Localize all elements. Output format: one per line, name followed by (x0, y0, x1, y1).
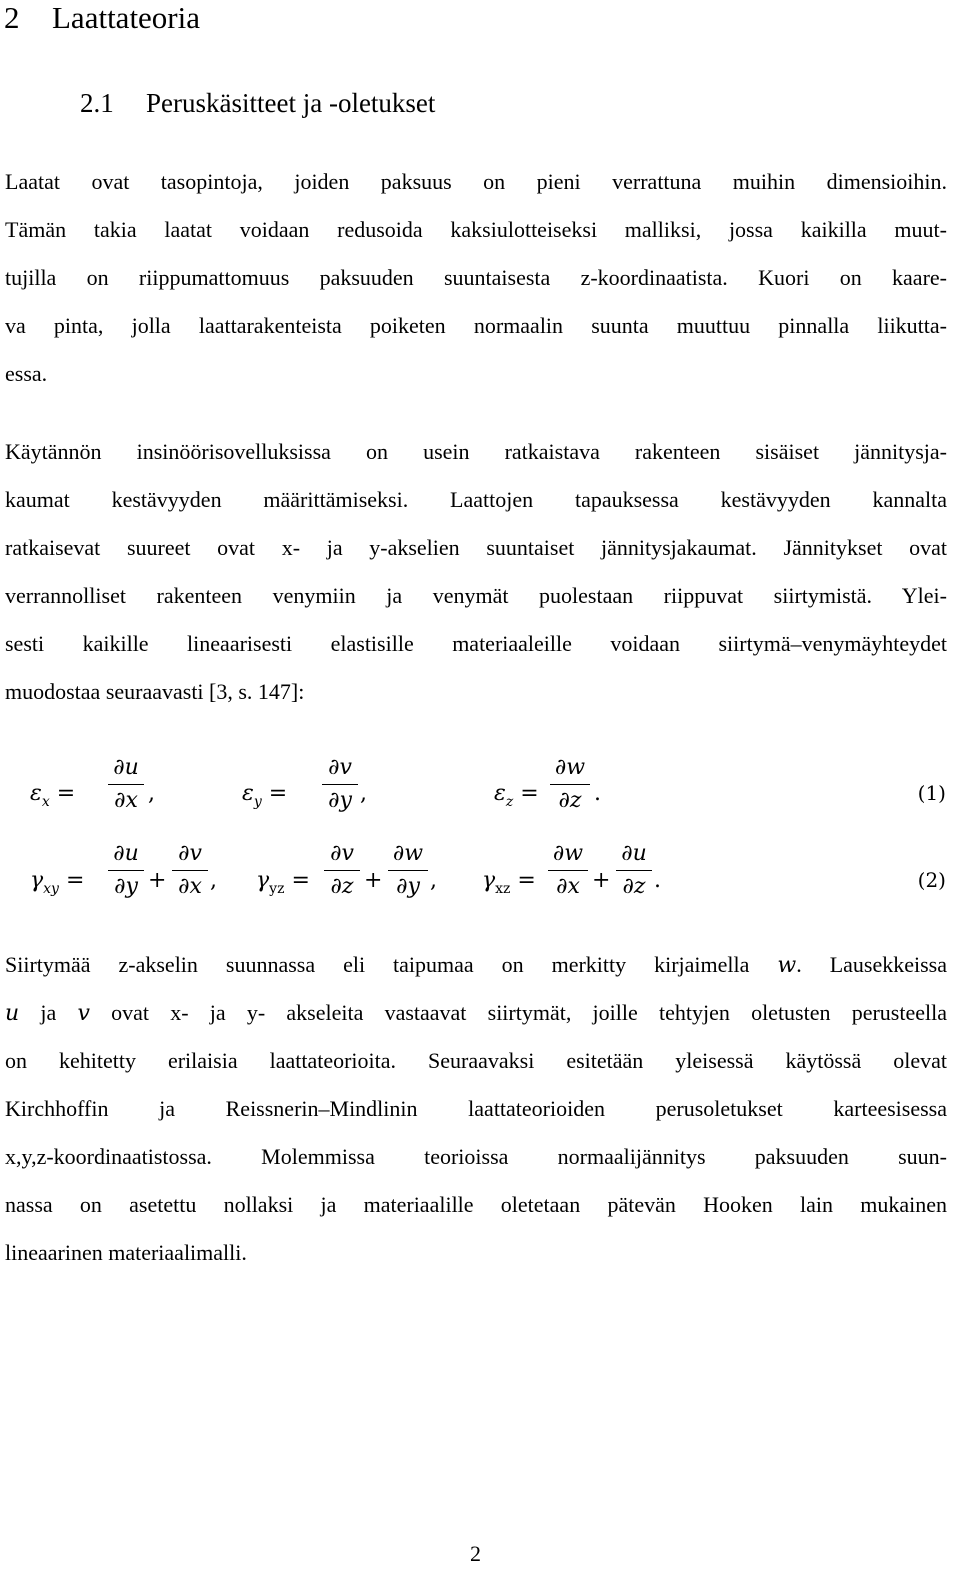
chapter-number: 2 (4, 0, 20, 35)
chapter-heading (4, 0, 200, 36)
paragraph-3-line: Kirchhoffin ja Reissnerin–Mindlinin laattateorioiden perusoletukset karteesisessa (5, 1096, 947, 1121)
paragraph-3-line: lineaarinen materiaalimalli. (5, 1240, 247, 1265)
fraction-du-dx: ∂u ∂x (108, 754, 144, 815)
chapter-title: Laattateoria (52, 0, 201, 35)
epsilon-x-lhs: $\varepsilon_x$ = (30, 781, 76, 810)
paragraph-1-line: Tämän takia laatat voidaan redusoida kaksiulotteiseksi malliksi, jossa kaikilla muut- (5, 217, 947, 242)
paragraph-1-line: Laatat ovat tasopintoja, joiden paksuus on pieni verrattuna muihin dimensioihin. (5, 169, 947, 194)
fraction-du-dz: ∂u ∂z (616, 840, 652, 901)
section-title: Peruskäsitteet ja -oletukset (146, 88, 436, 118)
text-span: ovat x- ja y- akseleita vastaavat siirtymät, joille tehtyjen oletusten perusteella (89, 1000, 947, 1025)
page-number: 2 (470, 1541, 481, 1566)
text-span: ja (19, 1000, 78, 1025)
text-span: Siirtymää z-akselin suunnassa eli taipumaa on merkitty kirjaimella (5, 952, 778, 977)
variable-w: w (777, 953, 797, 978)
equation-number-2: (2) (917, 868, 946, 892)
paragraph-1-line: tujilla on riippumattomuus paksuuden suuntaisesta z-koordinaatista. Kuori on kaare- (5, 265, 947, 290)
variable-v: v (77, 1001, 90, 1026)
section-heading (80, 86, 435, 120)
period: . (654, 868, 661, 893)
paragraph-1-line: essa. (5, 361, 48, 386)
paragraph-3-line: nassa on asetettu nollaksi ja materiaalille oletetaan pätevän Hooken lain mukainen (5, 1192, 947, 1217)
paragraph-2-line: sesti kaikille lineaarisesti elastisille materiaaleille voidaan siirtymä–venymäyhteydet (5, 631, 947, 656)
plus: + (364, 868, 383, 893)
fraction-dv-dz: ∂v ∂z (324, 840, 360, 901)
comma: , (148, 781, 155, 806)
equation-number-1: (1) (917, 781, 946, 805)
plus: + (148, 868, 167, 893)
gamma-yz-lhs: $\gamma_{yz}$ = (256, 868, 310, 897)
text-span: . Lausekkeissa (796, 952, 947, 977)
plus: + (592, 868, 611, 893)
paragraph-2-line: Käytännön insinöörisovelluksissa on usein ratkaistava rakenteen sisäiset jännitysja- (5, 439, 947, 464)
comma: , (430, 868, 437, 893)
paragraph-3-line: x,y,z-koordinaatistossa. Molemmissa teorioissa normaalijännitys paksuuden suun- (5, 1144, 947, 1169)
fraction-dv-dy: ∂v ∂y (322, 754, 358, 815)
fraction-dw-dy: ∂w ∂y (388, 840, 428, 901)
paragraph-2-line: kaumat kestävyyden määrittämiseksi. Laattojen tapauksessa kestävyyden kannalta (5, 487, 947, 512)
variable-u: u (5, 1001, 20, 1026)
paragraph-1-line: va pinta, jolla laattarakenteista poiketen normaalin suunta muuttuu pinnalla liikutta- (5, 313, 947, 338)
comma: , (360, 781, 367, 806)
fraction-dv-dx: ∂v ∂x (172, 840, 208, 901)
section-number: 2.1 (80, 88, 114, 118)
paragraph-3-line (5, 995, 947, 1031)
comma: , (210, 868, 217, 893)
epsilon-z-lhs: $\varepsilon_z$ = (494, 781, 539, 810)
fraction-du-dy: ∂u ∂y (108, 840, 144, 901)
epsilon-y-lhs: $\varepsilon_y$ = (242, 781, 288, 810)
fraction-dw-dz: ∂w ∂z (550, 754, 590, 815)
paragraph-2-line: verrannolliset rakenteen venymiin ja venymät puolestaan riippuvat siirtymistä. Ylei- (5, 583, 947, 608)
paragraph-3-line: on kehitetty erilaisia laattateorioita. Seuraavaksi esitetään yleisessä käytössä olevat (5, 1048, 947, 1073)
period: . (594, 781, 601, 806)
fraction-dw-dx: ∂w ∂x (548, 840, 588, 901)
paragraph-2-line: muodostaa seuraavasti [3, s. 147]: (5, 679, 305, 704)
paragraph-3-line (5, 947, 947, 983)
gamma-xy-lhs: $\gamma_{xy}$ = (30, 868, 85, 897)
gamma-xz-lhs: $\gamma_{xz}$ = (482, 868, 536, 897)
paragraph-2-line: ratkaisevat suureet ovat x- ja y-akselien suuntaiset jännitysjakaumat. Jännitykset ovat (5, 535, 947, 560)
